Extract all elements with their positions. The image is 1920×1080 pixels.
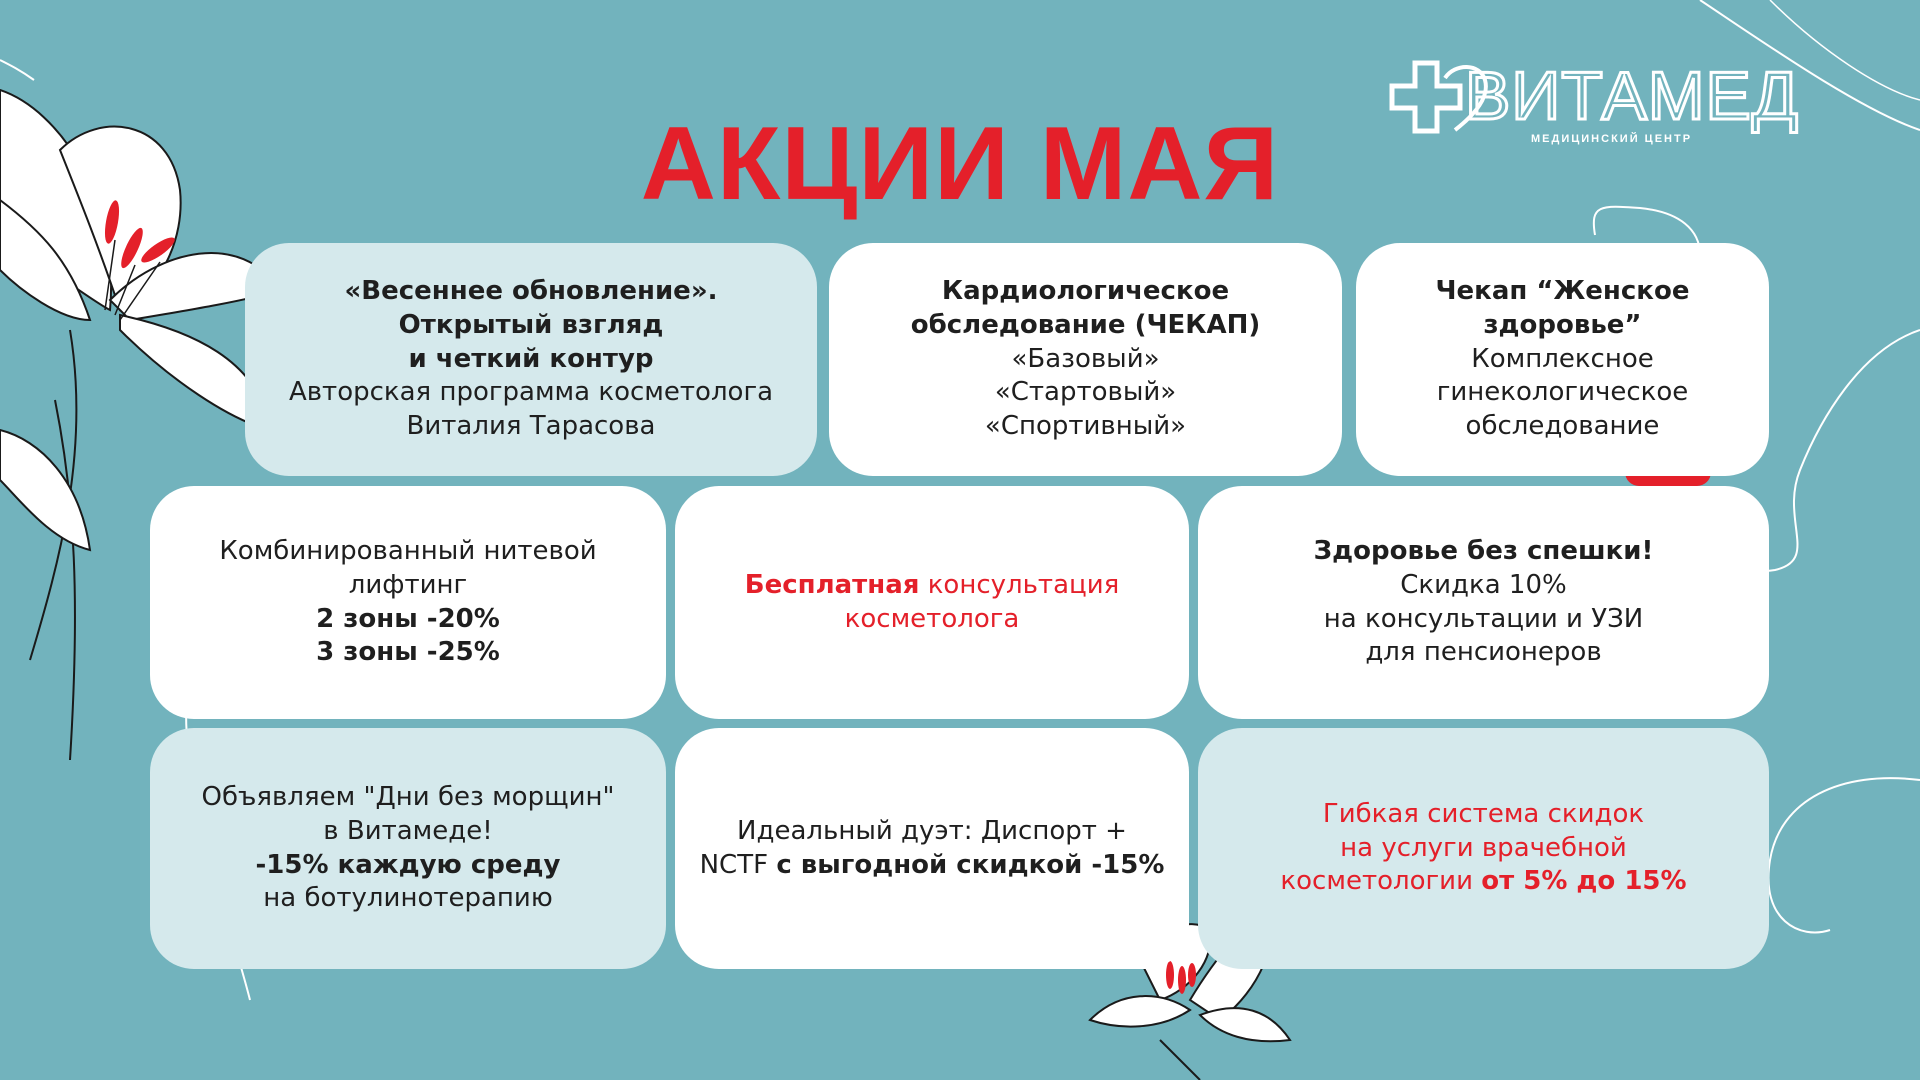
brand-logo — [1385, 58, 1799, 148]
promo-text-line — [700, 849, 1165, 883]
promo-text-line: в Витамеде! — [323, 815, 493, 846]
promo-title-line: Здоровье без спешки! — [1313, 535, 1654, 566]
promo-text-line: на консультации и УЗИ — [1323, 603, 1644, 634]
promo-text-line: Авторская программа косметолога — [288, 377, 774, 408]
promo-text-part: консультация — [919, 569, 1120, 600]
promo-card-lifting — [150, 486, 666, 719]
promo-text-line: гинекологическое — [1436, 377, 1689, 408]
promo-text-line: Объявляем "Дни без морщин" — [201, 781, 615, 812]
promo-text-line: «Базовый» — [1011, 343, 1160, 374]
promo-text-line: «Спортивный» — [984, 411, 1187, 442]
promo-discount-part: с выгодной скидкой -15% — [776, 849, 1165, 880]
promo-title-line: Открытый взгляд — [398, 309, 664, 340]
page-title: АКЦИИ МАЯ — [640, 106, 1280, 222]
promo-card-spring — [245, 243, 817, 476]
promo-text-line: «Стартовый» — [994, 377, 1177, 408]
promo-card-wrinkles — [150, 728, 666, 969]
promo-card-cardio — [829, 243, 1342, 476]
promo-card-women-health — [1356, 243, 1769, 476]
promo-text-line: Идеальный дуэт: Диспорт + — [737, 815, 1127, 846]
promo-text-line: на услуги врачебной — [1340, 832, 1627, 863]
promo-card-flexible-discounts — [1198, 728, 1769, 969]
promo-card-free-consult — [675, 486, 1189, 719]
promo-title-line: Чекап “Женское — [1435, 276, 1690, 306]
promo-text-part: косметологии — [1280, 866, 1482, 897]
promo-text-line: для пенсионеров — [1365, 637, 1602, 668]
promo-text-line — [1280, 865, 1686, 899]
brand-name: ВИТАМЕД — [1465, 58, 1799, 134]
promo-discount-line: -15% каждую среду — [255, 849, 561, 880]
promo-text-line: обследование — [1465, 411, 1660, 442]
promo-text-line: Виталия Тарасова — [406, 411, 656, 442]
promo-text-line: Комбинированный нитевой — [219, 535, 597, 566]
promo-text-line: Скидка 10% — [1400, 569, 1567, 600]
promo-title-line: обследование (ЧЕКАП) — [910, 309, 1261, 340]
brand-subtitle: МЕДИЦИНСКИЙ ЦЕНТР — [1531, 133, 1693, 145]
promo-text-line: лифтинг — [348, 569, 468, 600]
promo-card-duet — [675, 728, 1189, 969]
promo-card-health-seniors — [1198, 486, 1769, 719]
promo-text-line: косметолога — [844, 603, 1020, 634]
promo-discount-part: от 5% до 15% — [1481, 866, 1687, 897]
promo-free-label: Бесплатная — [744, 569, 920, 600]
promo-text-line — [745, 569, 1120, 603]
promo-discount-line: 3 зоны -25% — [316, 637, 500, 668]
promo-title-line: Кардиологическое — [941, 276, 1230, 306]
promo-title-line: «Весеннее обновление». — [344, 276, 718, 306]
promo-text-line: Комплексное — [1471, 343, 1654, 374]
promo-discount-line: 2 зоны -20% — [316, 603, 500, 634]
promo-text-line: Гибкая система скидок — [1322, 798, 1645, 829]
promo-title-line: и четкий контур — [408, 343, 654, 374]
promo-text-line: на ботулинотерапию — [263, 883, 553, 914]
promo-title-line: здоровье” — [1483, 309, 1642, 340]
promo-text-part: NCTF — [699, 849, 777, 880]
